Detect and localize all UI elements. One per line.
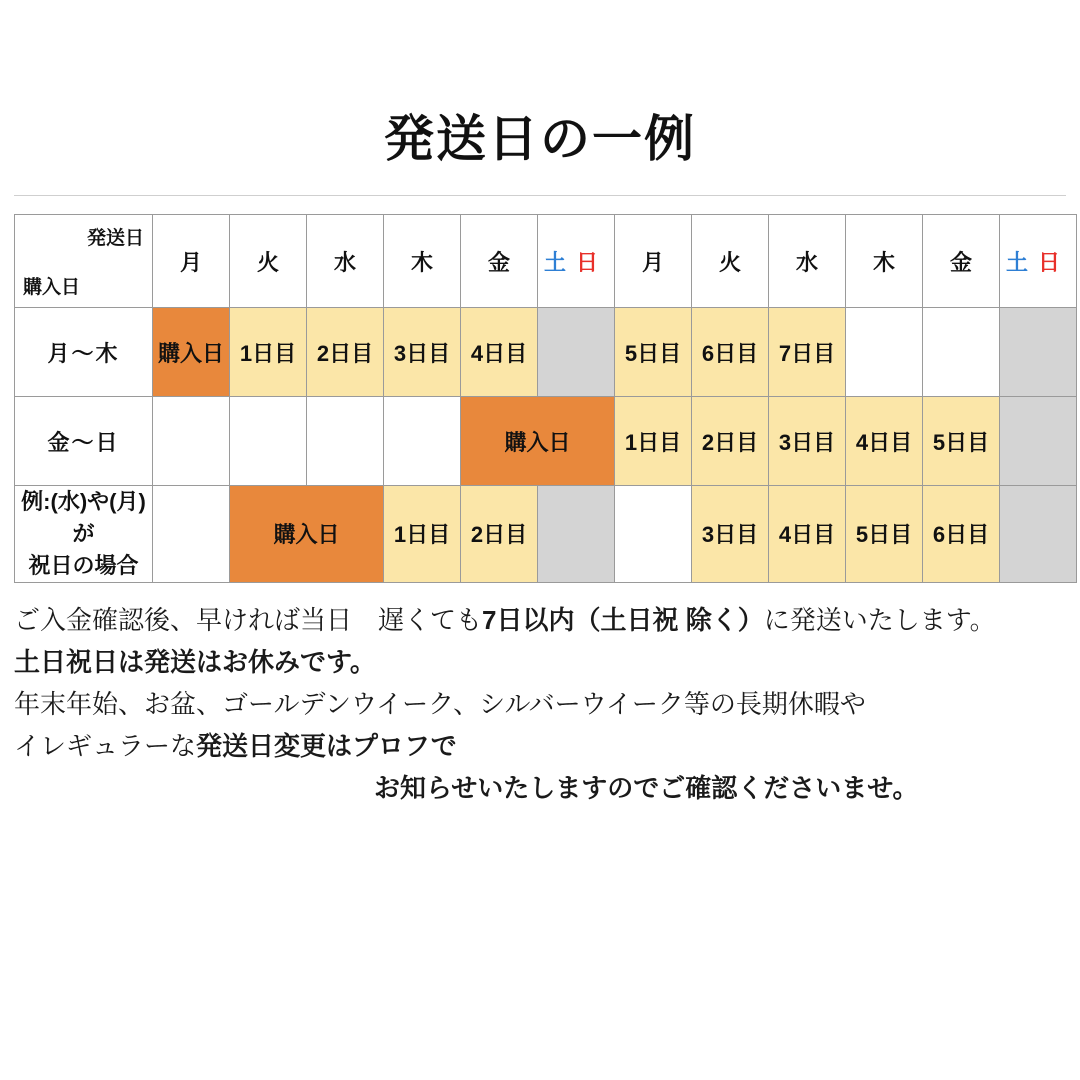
note-line-3: 年末年始、お盆、ゴールデンウイーク、シルバーウイーク等の長期休暇や xyxy=(14,688,866,719)
day-header-wed-1: 水 xyxy=(307,215,384,308)
cell-r3-c6-weekend xyxy=(538,486,615,583)
title-divider xyxy=(14,195,1066,196)
cell-r2-c9: 3日目 xyxy=(769,397,846,486)
cell-r2-c12-weekend xyxy=(1000,397,1077,486)
day-header-mon-2: 月 xyxy=(615,215,692,308)
cell-r2-c10: 4日目 xyxy=(846,397,923,486)
cell-r1-c11 xyxy=(923,308,1000,397)
header-label-shipdate: 発送日 xyxy=(86,228,144,249)
note-line-1-part-c: に発送 xyxy=(763,604,842,635)
note-line-1-part-d: いたします。 xyxy=(841,604,996,635)
note-line-4-part-a: イレギュラーな xyxy=(14,731,197,761)
cell-r2-c2 xyxy=(230,397,307,486)
note-line-5: お知らせいたしますのでご確認くださいませ。 xyxy=(374,773,919,804)
day-header-thu-2: 木 xyxy=(846,215,923,308)
cell-r2-c8: 2日目 xyxy=(692,397,769,486)
day-header-wed-2: 水 xyxy=(769,215,846,308)
cell-r1-c5: 4日目 xyxy=(461,308,538,397)
row-label-fri-sun: 金～日 xyxy=(15,397,153,486)
day-header-satsun-2 xyxy=(1000,215,1077,308)
note-line-1-part-b: 7日以内（土日祝 除く） xyxy=(482,604,764,635)
note-line-1-part-a: ご入金確認後、早ければ当日 遅くても xyxy=(14,604,483,635)
note-line-1 xyxy=(14,599,1066,641)
cell-r2-c4 xyxy=(384,397,461,486)
row-label-holiday-example xyxy=(15,486,153,583)
sat-label-1: 土 xyxy=(543,249,576,275)
day-header-satsun-1 xyxy=(538,215,615,308)
cell-r3-c4: 1日目 xyxy=(384,486,461,583)
row-label-mon-thu: 月～木 xyxy=(15,308,153,397)
cell-r3-c5: 2日目 xyxy=(461,486,538,583)
note-line-4 xyxy=(14,725,1066,767)
cell-r1-c2: 1日目 xyxy=(230,308,307,397)
notes-section xyxy=(14,599,1066,810)
day-header-tue-2: 火 xyxy=(692,215,769,308)
day-header-fri-2: 金 xyxy=(923,215,1000,308)
header-label-purchasedate: 購入日 xyxy=(23,277,81,298)
cell-r2-c7: 1日目 xyxy=(615,397,692,486)
cell-r3-c7-holiday xyxy=(615,486,692,583)
day-header-thu-1: 木 xyxy=(384,215,461,308)
table-header xyxy=(15,215,1077,308)
cell-r3-c10: 5日目 xyxy=(846,486,923,583)
corner-header-cell xyxy=(15,215,153,308)
cell-r1-c8: 6日目 xyxy=(692,308,769,397)
day-header-mon-1: 月 xyxy=(153,215,230,308)
table-row xyxy=(15,486,1077,583)
cell-r1-c3: 2日目 xyxy=(307,308,384,397)
cell-r1-c9: 7日目 xyxy=(769,308,846,397)
page-title: 発送日の一例 xyxy=(384,111,696,167)
row-label-holiday-line2: 祝日の場合 xyxy=(28,552,139,578)
note-line-2: 土日祝日は発送はお休みです。 xyxy=(14,646,376,677)
note-line-4-part-b: 発送日変更はプロフで xyxy=(196,731,457,761)
cell-r3-c9: 4日目 xyxy=(769,486,846,583)
cell-r1-c12-weekend xyxy=(1000,308,1077,397)
cell-r2-c3 xyxy=(307,397,384,486)
day-header-tue-1: 火 xyxy=(230,215,307,308)
row-label-holiday-line1: 例:(水)や(月)が xyxy=(21,489,146,546)
table-row xyxy=(15,308,1077,397)
sat-label-2: 土 xyxy=(1005,249,1038,275)
sun-label-1: 日 xyxy=(576,249,609,275)
sun-label-2: 日 xyxy=(1038,249,1071,275)
cell-r3-c2-purchase: 購入日 xyxy=(230,486,384,583)
cell-r1-c7: 5日目 xyxy=(615,308,692,397)
schedule-table-wrapper xyxy=(14,214,1071,583)
cell-r1-c6-weekend xyxy=(538,308,615,397)
cell-r2-c11: 5日目 xyxy=(923,397,1000,486)
cell-r2-c5-purchase: 購入日 xyxy=(461,397,615,486)
day-header-fri-1: 金 xyxy=(461,215,538,308)
shipping-schedule-table xyxy=(14,214,1077,583)
cell-r3-c8: 3日目 xyxy=(692,486,769,583)
table-row xyxy=(15,397,1077,486)
table-body xyxy=(15,308,1077,583)
cell-r3-c12-weekend xyxy=(1000,486,1077,583)
cell-r3-c1 xyxy=(153,486,230,583)
cell-r1-c1: 購入日 xyxy=(153,308,230,397)
cell-r1-c4: 3日目 xyxy=(384,308,461,397)
cell-r3-c11: 6日目 xyxy=(923,486,1000,583)
cell-r2-c1 xyxy=(153,397,230,486)
cell-r1-c10 xyxy=(846,308,923,397)
header-row xyxy=(15,215,1077,308)
